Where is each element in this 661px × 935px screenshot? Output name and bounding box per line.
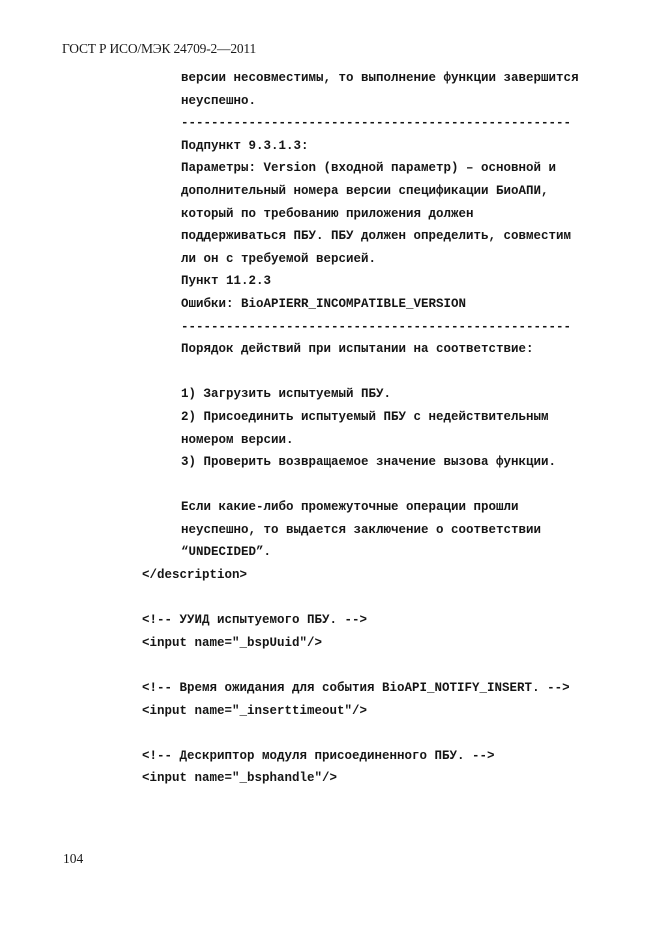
blank-line <box>0 361 661 384</box>
blank-line <box>0 654 661 677</box>
description-closing-tag: </description> <box>142 568 248 583</box>
description-line: “UNDECIDED”. <box>181 545 272 560</box>
procedure-step-continuation: номером версии. <box>181 432 294 447</box>
xml-comment: <!-- Время ожидания для события BioAPI_NOTIFY_INSERT. --> <box>142 681 570 696</box>
description-line: версии несовместимы, то выполнение функции завершится <box>181 71 579 85</box>
xml-input-element: <input name="_inserttimeout"/> <box>142 703 368 718</box>
page-number: 104 <box>63 851 84 866</box>
blank-line <box>0 474 661 497</box>
errors-line: Ошибки: BioAPIERR_INCOMPATIBLE_VERSION <box>181 296 467 311</box>
description-line: неуспешно. <box>181 93 257 108</box>
procedure-heading: Порядок действий при испытании на соответствие: <box>181 342 534 357</box>
description-block <box>0 67 661 587</box>
input-bsp-uuid <box>0 609 661 654</box>
clause-reference: Пункт 11.2.3 <box>181 274 272 289</box>
code-listing <box>0 67 661 790</box>
subclause-heading: Подпункт 9.3.1.3: <box>181 138 309 153</box>
description-line: дополнительный номера версии спецификации БиоАПИ, <box>181 183 549 198</box>
blank-line <box>0 587 661 610</box>
xml-comment: <!-- Дескриптор модуля присоединенного ПБУ. --> <box>142 748 495 763</box>
separator-line: ---------------------------------------------------- <box>181 116 572 131</box>
input-bsp-handle <box>0 745 661 790</box>
xml-comment: <!-- УУИД испытуемого ПБУ. --> <box>142 613 368 628</box>
description-line: ли он с требуемой версией. <box>181 251 377 266</box>
blank-line <box>0 722 661 745</box>
xml-input-element: <input name="_bsphandle"/> <box>142 771 338 786</box>
xml-input-element: <input name="_bspUuid"/> <box>142 635 323 650</box>
separator-line: ---------------------------------------------------- <box>181 319 572 334</box>
description-line: поддерживаться ПБУ. ПБУ должен определить, совместим <box>181 229 572 244</box>
description-line: Параметры: Version (входной параметр) – основной и <box>181 161 557 176</box>
procedure-step: 2) Присоединить испытуемый ПБУ с недействительным <box>181 409 549 424</box>
description-line: неуспешно, то выдается заключение о соответствии <box>181 522 542 537</box>
description-line: который по требованию приложения должен <box>181 206 474 221</box>
procedure-step: 3) Проверить возвращаемое значение вызова функции. <box>181 455 557 470</box>
procedure-step: 1) Загрузить испытуемый ПБУ. <box>181 387 392 402</box>
input-insert-timeout <box>0 677 661 722</box>
description-line: Если какие-либо промежуточные операции прошли <box>181 500 519 515</box>
document-header: ГОСТ Р ИСО/МЭК 24709-2—2011 <box>62 41 257 56</box>
